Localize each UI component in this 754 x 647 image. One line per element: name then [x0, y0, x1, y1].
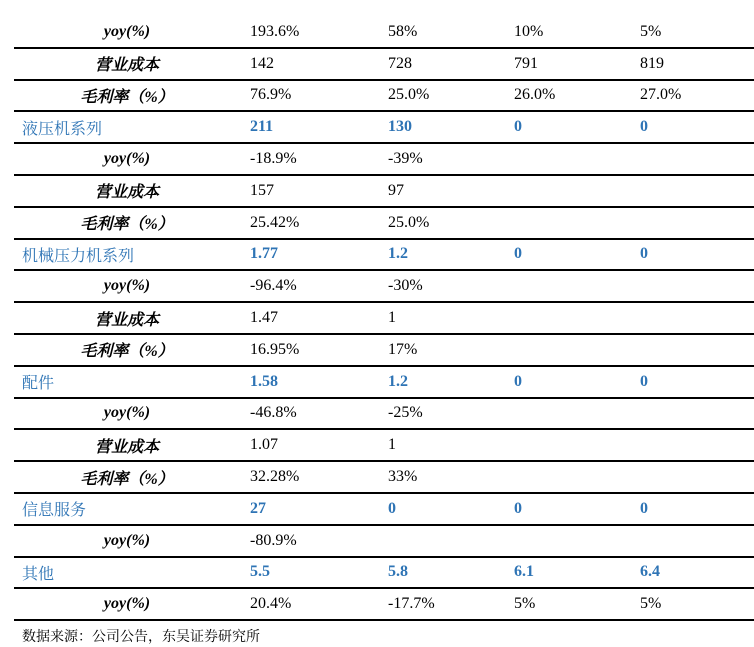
- value-cell: 27: [250, 499, 266, 517]
- value-cell: 25.0%: [388, 213, 430, 231]
- value-cell: 193.6%: [250, 22, 300, 40]
- value-cell: 0: [640, 245, 648, 263]
- metric-row: [14, 271, 754, 303]
- value-cell: 33%: [388, 468, 418, 486]
- value-cell: 0: [640, 372, 648, 390]
- row-label: 毛利率（%）: [80, 88, 174, 106]
- value-cell: 791: [514, 54, 538, 72]
- metric-row: [14, 589, 754, 621]
- value-cell: 32.28%: [250, 468, 300, 486]
- value-cell: 58%: [388, 22, 418, 40]
- value-cell: 5%: [640, 595, 662, 613]
- row-label: yoy(%): [103, 531, 151, 549]
- metric-row: [14, 208, 754, 240]
- row-label: yoy(%): [103, 150, 151, 168]
- metric-row: [14, 81, 754, 113]
- value-cell: 0: [514, 245, 522, 263]
- value-cell: -30%: [388, 277, 423, 295]
- row-label: 其他: [22, 565, 55, 583]
- value-cell: 0: [514, 372, 522, 390]
- row-label: 营业成本: [94, 57, 159, 75]
- value-cell: 97: [388, 181, 404, 199]
- metric-row: [14, 430, 754, 462]
- financial-table: [14, 17, 754, 621]
- value-cell: -46.8%: [250, 404, 297, 422]
- row-label: yoy(%): [103, 404, 151, 422]
- value-cell: 16.95%: [250, 340, 300, 358]
- metric-row: [14, 176, 754, 208]
- value-cell: 25.42%: [250, 213, 300, 231]
- value-cell: 26.0%: [514, 86, 556, 104]
- value-cell: 6.1: [514, 563, 534, 581]
- metric-row: [14, 526, 754, 558]
- value-cell: 1.2: [388, 372, 408, 390]
- value-cell: 0: [388, 499, 396, 517]
- category-row: [14, 494, 754, 526]
- value-cell: 5.8: [388, 563, 408, 581]
- metric-row: [14, 335, 754, 367]
- row-label: yoy(%): [103, 595, 151, 613]
- value-cell: -25%: [388, 404, 423, 422]
- row-label: 营业成本: [94, 311, 159, 329]
- value-cell: 5%: [514, 595, 536, 613]
- row-label: yoy(%): [103, 22, 151, 40]
- source-note: 数据来源：公司公告，东吴证券研究所: [22, 629, 260, 645]
- metric-row: [14, 303, 754, 335]
- value-cell: 1: [388, 436, 396, 454]
- row-label: 机械压力机系列: [22, 247, 135, 265]
- value-cell: 25.0%: [388, 86, 430, 104]
- value-cell: 728: [388, 54, 412, 72]
- value-cell: 27.0%: [640, 86, 682, 104]
- value-cell: 1.07: [250, 436, 278, 454]
- value-cell: 1.47: [250, 309, 278, 327]
- value-cell: 1: [388, 309, 396, 327]
- value-cell: -17.7%: [388, 595, 435, 613]
- value-cell: 0: [640, 118, 648, 136]
- value-cell: 76.9%: [250, 86, 292, 104]
- value-cell: 211: [250, 118, 274, 136]
- row-label: yoy(%): [103, 277, 151, 295]
- row-label: 营业成本: [94, 184, 159, 202]
- value-cell: -80.9%: [250, 531, 297, 549]
- value-cell: 10%: [514, 22, 544, 40]
- value-cell: 1.2: [388, 245, 408, 263]
- value-cell: -18.9%: [250, 150, 297, 168]
- value-cell: 819: [640, 54, 664, 72]
- row-label: 信息服务: [22, 502, 87, 520]
- value-cell: -96.4%: [250, 277, 297, 295]
- row-label: 毛利率（%）: [80, 470, 174, 488]
- metric-row: [14, 144, 754, 176]
- row-label: 营业成本: [94, 438, 159, 456]
- value-cell: 5%: [640, 22, 662, 40]
- row-label: 毛利率（%）: [80, 343, 174, 361]
- value-cell: 1.58: [250, 372, 278, 390]
- category-row: [14, 558, 754, 590]
- row-label: 液压机系列: [22, 120, 103, 138]
- category-row: [14, 112, 754, 144]
- metric-row: [14, 462, 754, 494]
- row-label: 配件: [22, 375, 55, 393]
- value-cell: 130: [388, 118, 412, 136]
- value-cell: 6.4: [640, 563, 660, 581]
- category-row: [14, 367, 754, 399]
- value-cell: 0: [514, 118, 522, 136]
- value-cell: 20.4%: [250, 595, 292, 613]
- category-row: [14, 240, 754, 272]
- value-cell: 0: [514, 499, 522, 517]
- metric-row: [14, 17, 754, 49]
- value-cell: -39%: [388, 150, 423, 168]
- value-cell: 17%: [388, 340, 418, 358]
- value-cell: 5.5: [250, 563, 270, 581]
- value-cell: 0: [640, 499, 648, 517]
- metric-row: [14, 49, 754, 81]
- value-cell: 142: [250, 54, 274, 72]
- metric-row: [14, 399, 754, 431]
- value-cell: 1.77: [250, 245, 278, 263]
- row-label: 毛利率（%）: [80, 216, 174, 234]
- value-cell: 157: [250, 181, 274, 199]
